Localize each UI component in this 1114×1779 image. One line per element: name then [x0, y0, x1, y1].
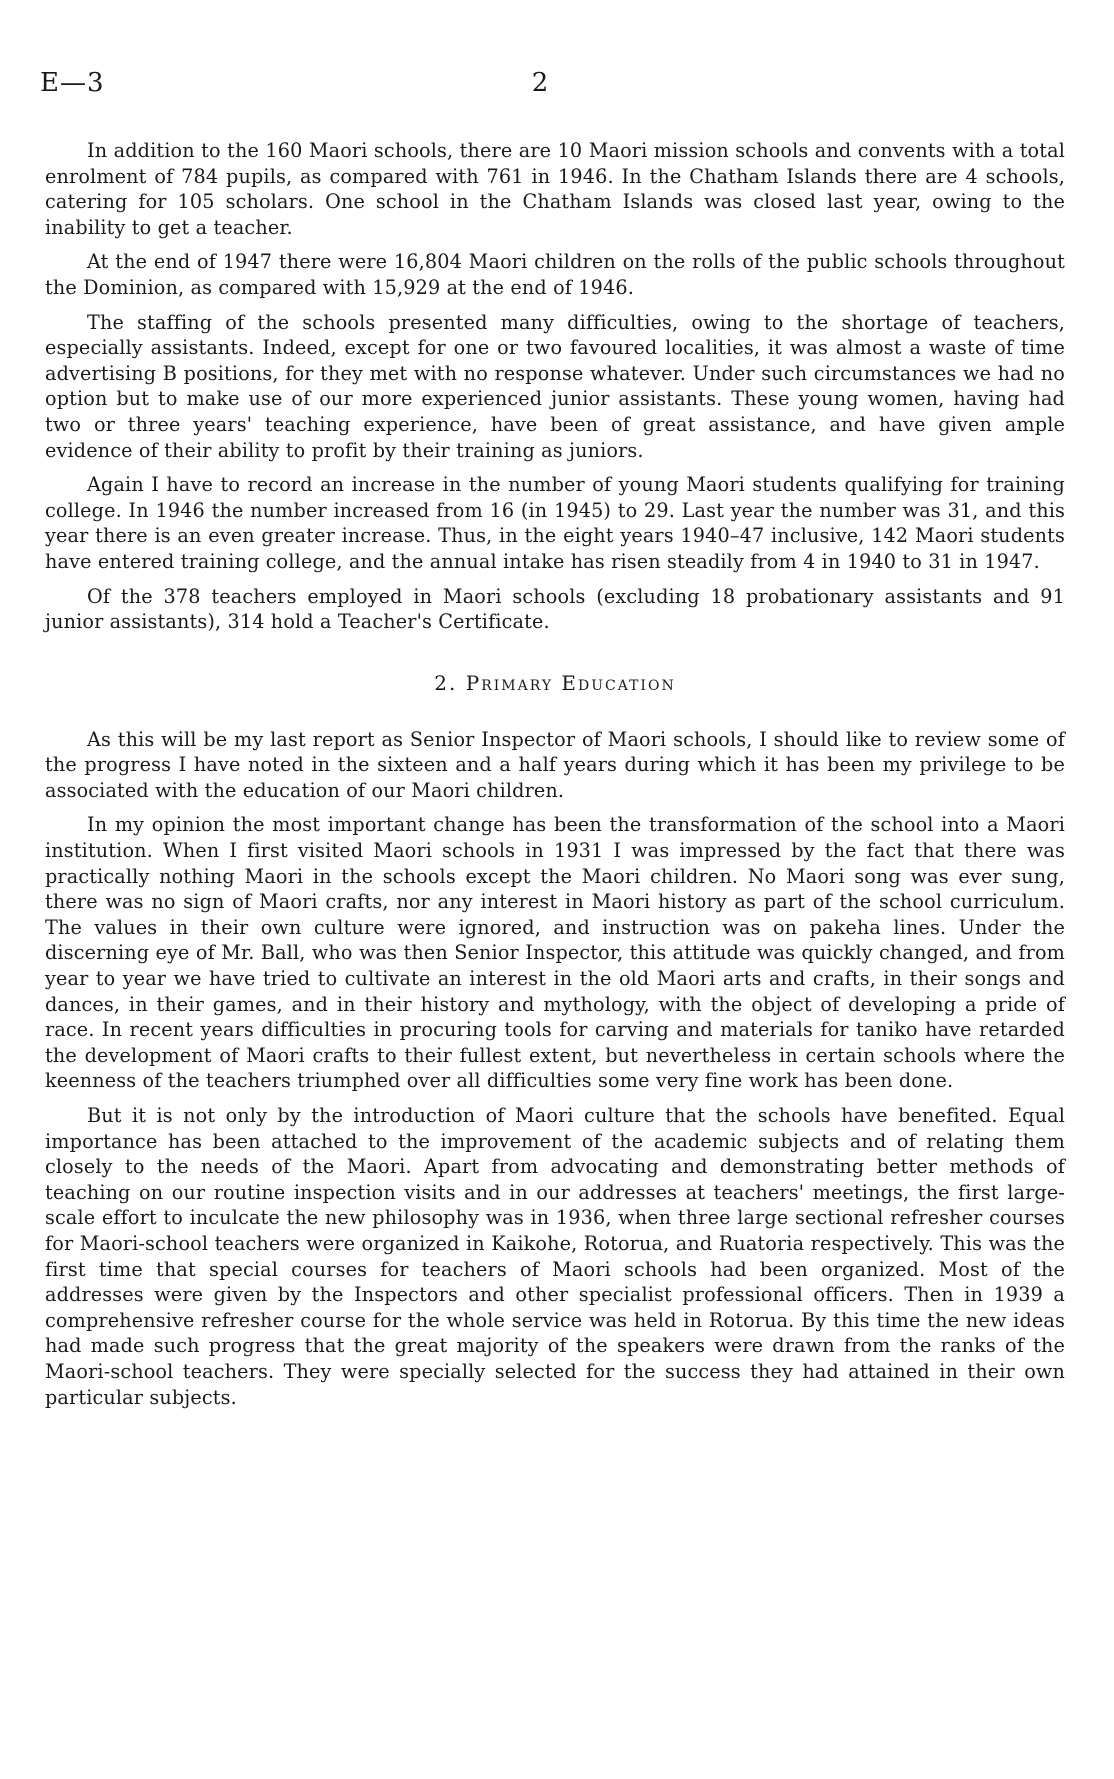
paragraph-refresher-courses: But it is not only by the introduction of Maori culture that the schools have benefited. Equal importance has been attached to the improvement of the academic subjects and of relating them closely to the needs of the Maori. Apart from advocating and demonstrating better methods of teaching on our routine inspection visits and in our addresses at teachers' meetings, the first large-scale effort to inculcate the new philosophy was in 1936, when three large sectional refresher courses for Maori-school teachers were organized in Kaikohe, Rotorua, and Ruatoria respectively. This was the first time that special courses for teachers of Maori schools had been organized. Most of the addresses were given by the Inspectors and other specialist professional officers. Then in 1939 a comprehensive refresher course for the whole service was held in Rotorua. By this time the new ideas had made such progress that the great majority of the speakers were drawn from the ranks of the Maori-school teachers. They were specially selected for the success they had attained in their own particular subjects.	[45, 1104, 1065, 1409]
paragraph-maori-institution: In my opinion the most important change has been the transformation of the school into a Maori institution. When I first visited Maori schools in 1931 I was impressed by the fact that there was practically nothing Maori in the schools except the Maori children. No Maori song was ever sung, there was no sign of Maori crafts, nor any interest in Maori history as part of the school curriculum. The values in their own culture were ignored, and instruction was on pakeha lines. Under the discerning eye of Mr. Ball, who was then Senior Inspector, this attitude was quickly changed, and from year to year we have tried to cultivate an interest in the old Maori arts and crafts, in their songs and dances, in their games, and in their history and mythology, with the object of developing a pride of race. In recent years difficulties in procuring tools for carving and materials for taniko have retarded the development of Maori crafts to their fullest extent, but nevertheless in certain schools where the keenness of the teachers triumphed over all difficulties some very fine work has been done.	[45, 813, 1065, 1093]
paragraph-training-college: Again I have to record an increase in the number of young Maori students qualifying for training college. In 1946 the number increased from 16 (in 1945) to 29. Last year the number was 31, and this year there is an even greater increase. Thus, in the eight years 1940–47 inclusive, 142 Maori students have entered training college, and the annual intake has risen steadily from 4 in 1940 to 31 in 1947.	[45, 473, 1065, 573]
body-text	[45, 138, 1065, 1419]
section-title: Primary Education	[465, 670, 676, 695]
section-number: 2.	[434, 670, 458, 695]
document-reference: E—3	[40, 68, 105, 98]
section-heading	[45, 671, 1065, 695]
paragraph-teachers-certificate: Of the 378 teachers employed in Maori schools (excluding 18 probationary assistants and 91 junior assistants), 314 hold a Teacher's Certificate.	[45, 584, 1065, 634]
paragraph-enrolment: At the end of 1947 there were 16,804 Maori children on the rolls of the public schools throughout the Dominion, as compared with 15,929 at the end of 1946.	[45, 250, 1065, 299]
paragraph-staffing: The staffing of the schools presented many difficulties, owing to the shortage of teachers, especially assistants. Indeed, except for one or two favoured localities, it was almost a waste of time advertising B positions, for they met with no response whatever. Under such circumstances we had no option but to make use of our more experienced junior assistants. These young women, having had two or three years' teaching experience, have been of great assistance, and have given ample evidence of their ability to profit by their training as juniors.	[45, 310, 1065, 462]
paragraph-mission-schools: In addition to the 160 Maori schools, there are 10 Maori mission schools and convents with a total enrolment of 784 pupils, as compared with 761 in 1946. In the Chatham Islands there are 4 schools, catering for 105 scholars. One school in the Chatham Islands was closed last year, owing to the inability to get a teacher.	[45, 139, 1065, 239]
page-number: 2	[531, 68, 549, 98]
page-header	[40, 68, 1060, 108]
paragraph-last-report: As this will be my last report as Senior Inspector of Maori schools, I should like to review some of the progress I have noted in the sixteen and a half years during which it has been my privilege to be associated with the education of our Maori children.	[45, 727, 1065, 802]
